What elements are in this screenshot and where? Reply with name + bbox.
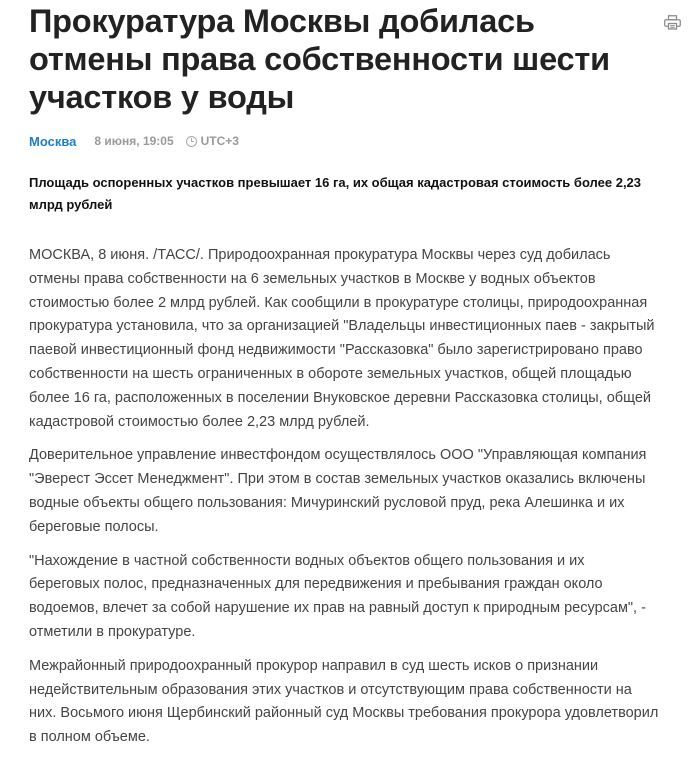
- article-meta: [29, 132, 659, 150]
- article: [29, 0, 659, 760]
- article-headline: Прокуратура Москвы добилась отмены права собственности шести участков у воды: [29, 3, 610, 115]
- article-paragraph: "Нахождение в частной собственности водных объектов общего пользования и их береговых полос, предназначенных для передвижения и пребывания граждан около водоемов, влечет за собой нарушение их прав на равный доступ к природным ресурсам", - отметили в прокуратуре.: [29, 552, 646, 640]
- article-paragraph: Доверительное управление инвестфондом осуществлялось ООО "Управляющая компания "Эверест Эссет Менеджмент". При этом в состав земельных участков оказались включены водные объекты общего пользования: Мичуринский русловой пруд, река Алешинка и их береговые полосы.: [29, 447, 647, 535]
- city-link[interactable]: Москва: [29, 133, 77, 149]
- printer-icon: [664, 15, 681, 30]
- article-paragraph: Межрайонный природоохранный прокурор направил в суд шесть исков о признании недействительным образования этих участков и отсутствующим права собственности на них. Восьмого июня Щербинский районный суд Москвы требования прокурора удовлетворил в полном объеме.: [29, 657, 659, 746]
- clock-icon: [186, 136, 197, 147]
- article-paragraph: МОСКВА, 8 июня. /ТАСС/. Природоохранная прокуратура Москвы через суд добилась отмены права собственности на 6 земельных участков в Москве у водных объектов стоимостью более 2 млрд рублей. Как сообщили в прокуратуре столицы, природоохранная прокуратура установила, что за организацией "Владельцы инвестиционных паев - закрытый паевой инвестиционный фонд недвижимости "Рассказовка" было зарегистрировано право собственности на шесть ограниченных в обороте земельных участков, общей площадью более 16 га, расположенных в поселении Внуковское деревни Рассказовка столицы, общей кадастровой стоимостью более 2,23 млрд рублей.: [29, 247, 655, 430]
- print-button[interactable]: [664, 15, 681, 30]
- article-lead: Площадь оспоренных участков превышает 16 га, их общая кадастровая стоимость более 2,23 млрд рублей: [29, 175, 642, 212]
- article-body: [29, 244, 659, 750]
- publish-date: 8 июня, 19:05: [94, 134, 174, 148]
- timezone-label: UTC+3: [200, 134, 239, 148]
